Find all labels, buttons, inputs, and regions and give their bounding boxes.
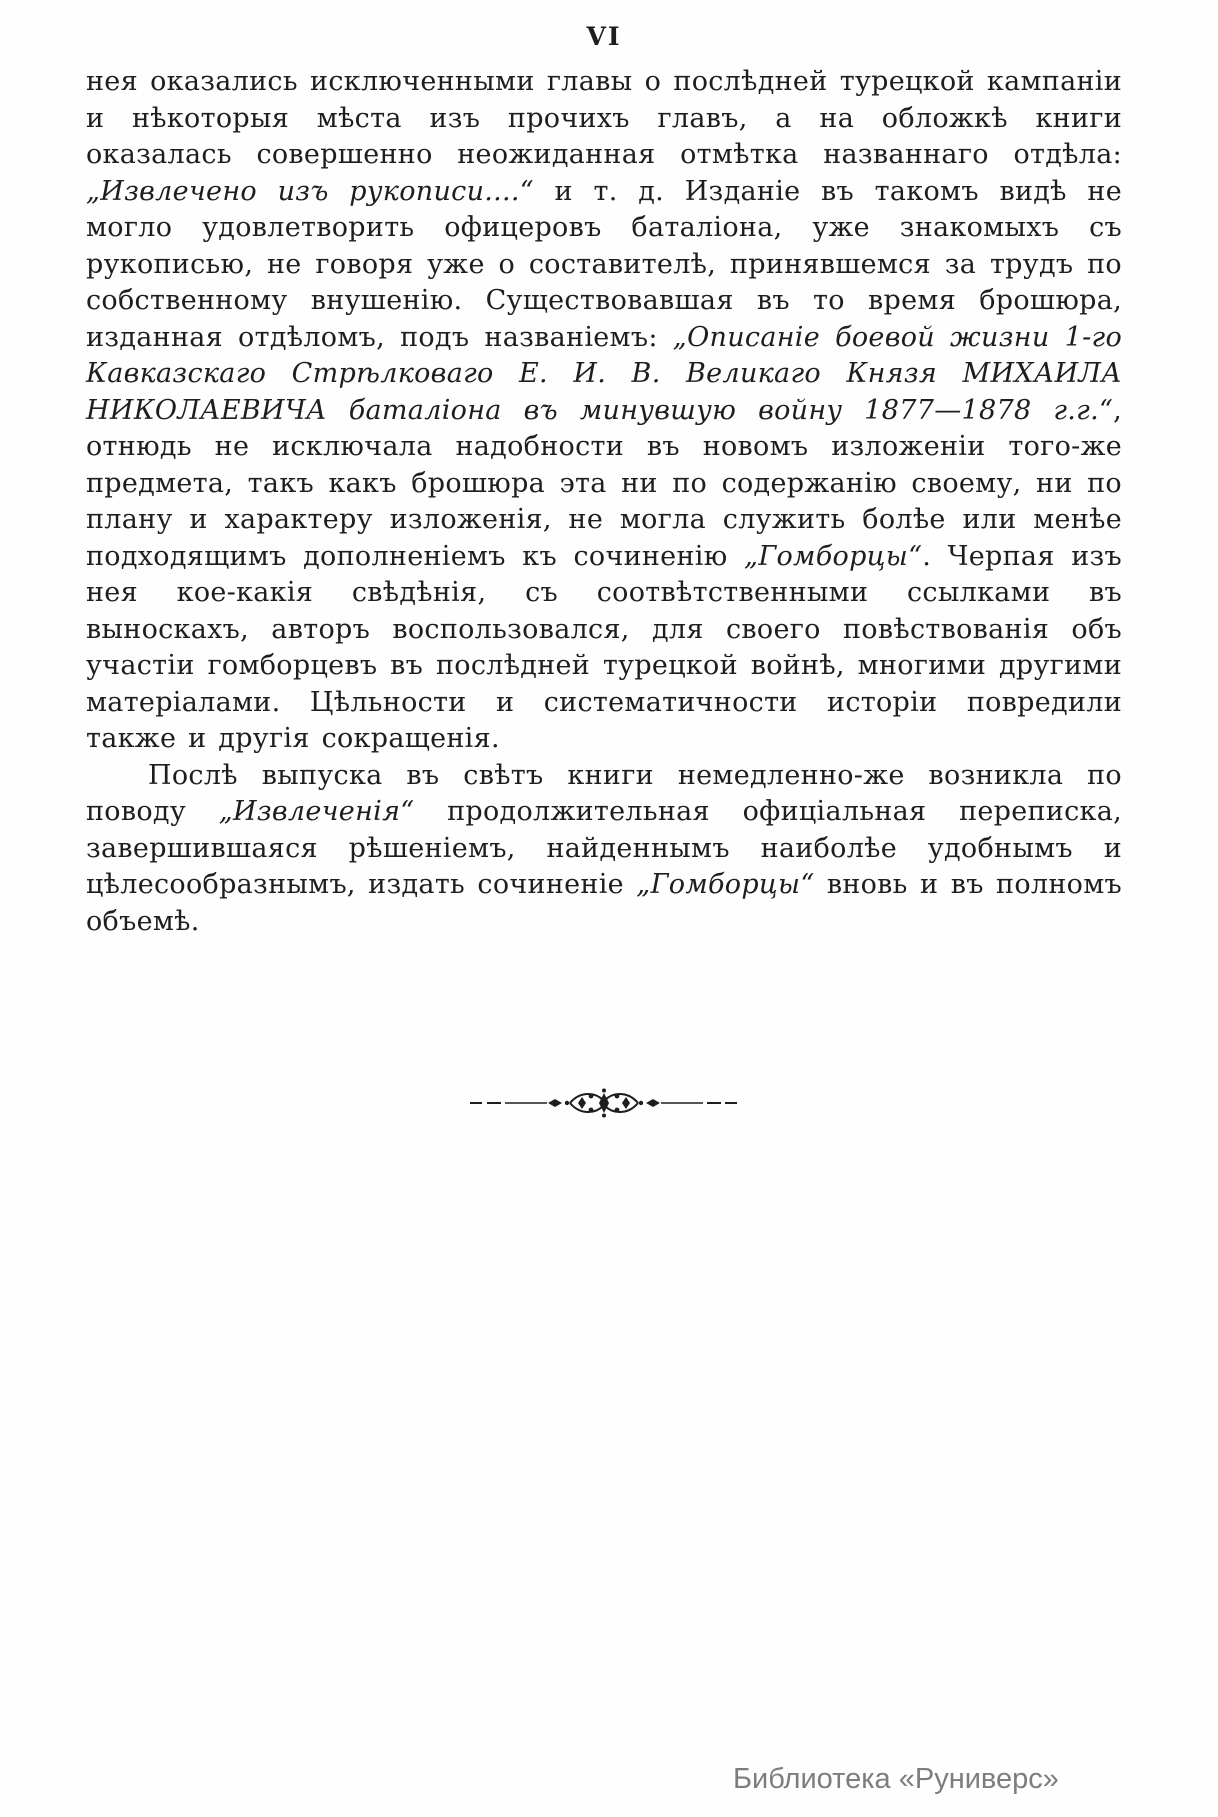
paragraph: [86, 64, 1122, 758]
text-run: , отнюдь не исключала надобности въ новомъ изложеніи того-же предмета, такъ какъ брошюра эта ни по содержанію своему, ни по плану и характеру изложенія, не могла служить болѣе или менѣе подходящимъ дополненіемъ къ сочиненію: [86, 394, 1122, 572]
paragraph: [86, 758, 1122, 941]
page-number: VI: [586, 22, 622, 51]
floral-ornament-icon: [469, 1088, 739, 1118]
italic-run: „Гомборцы“: [636, 869, 815, 900]
text-run: Послѣ выпуска въ свѣтъ книги немедленно-же возникла по поводу: [86, 759, 1122, 827]
italic-run: „Извлеченія“: [218, 796, 415, 827]
text-run: . Черпая изъ нея кое-какія свѣдѣнія, съ соотвѣтственными ссылками въ выноскахъ, авторъ воспользовался, для своего повѣствованія объ участіи гомборцевъ въ послѣдней турецкой войнѣ, многими другими матеріалами. Цѣльности и систематичности исторіи повредили также и другія сокращенія.: [86, 540, 1122, 754]
body-text: [86, 64, 1122, 940]
section-divider: [86, 1088, 1122, 1118]
library-watermark: Библиотека «Руниверс»: [733, 1763, 1059, 1795]
text-run: продолжительная офиціальная переписка, завершившаяся рѣшеніемъ, найденнымъ наиболѣе удобнымъ и цѣлесообразнымъ, издать сочиненіе: [86, 796, 1122, 900]
italic-run: „Гомборцы“: [744, 540, 923, 572]
text-run: вновь и въ полномъ объемѣ.: [86, 869, 1122, 937]
text-run: нея оказались исключенными главы о послѣдней турецкой кампаніи и нѣкоторыя мѣста изъ прочихъ главъ, а на обложкѣ книги оказалась совершенно неожиданная отмѣтка названнаго отдѣла:: [86, 66, 1122, 170]
text-run: и т. д. Изданіе въ такомъ видѣ не могло удовлетворить офицеровъ баталіона, уже знакомыхъ съ рукописью, не говоря уже о составителѣ, принявшемся за трудъ по собственному внушенію. Существовавшая въ то время брошюра, изданная отдѣломъ, подъ названіемъ:: [86, 175, 1122, 353]
italic-run: „Описаніе боевой жизни 1-го Кавказскаго Стрѣлковаго Е. И. В. Великаго Князя МИХАИЛА НИКОЛАЕВИЧА баталіона въ минувшую войну 1877—1878 г.г.“: [86, 321, 1122, 426]
italic-run: „Извлечено изъ рукописи....“: [86, 175, 534, 207]
